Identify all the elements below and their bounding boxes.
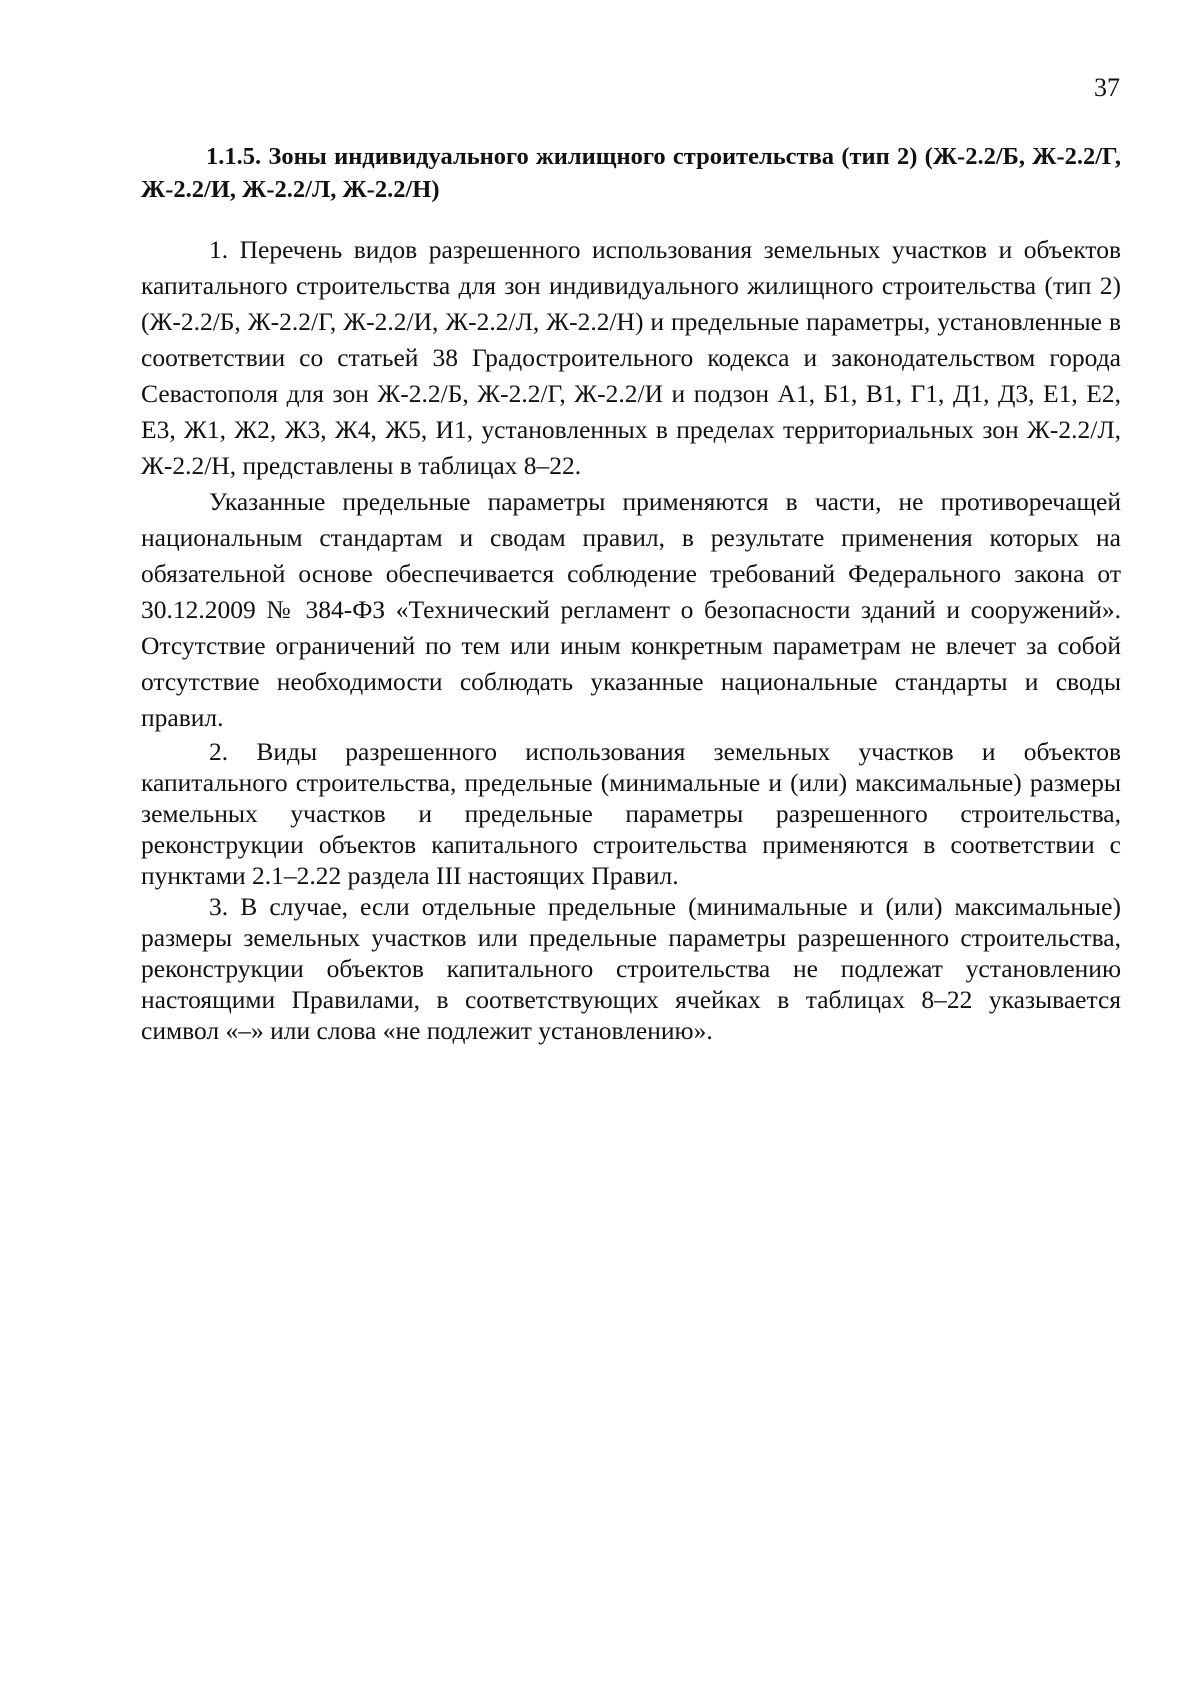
document-body <box>141 140 1121 1046</box>
paragraph-4: 3. В случае, если отдельные предельные (минимальные и (или) максимальные) размеры земельных участков или предельные параметры разрешенного строительства, реконструкции объектов капитального строительства не подлежат установлению настоящими Правилами, в соответствующих ячейках в таблицах 8–22 указывается символ «–» или слова «не подлежит установлению». <box>141 892 1121 1045</box>
paragraph-3: 2. Виды разрешенного использования земельных участков и объектов капитального строительства, предельные (минимальные и (или) максимальные) размеры земельных участков и предельные параметры разрешенного строительства, реконструкции объектов капитального строительства применяются в соответствии с пунктами 2.1–2.22 раздела III настоящих Правил. <box>141 737 1121 890</box>
paragraph-2: Указанные предельные параметры применяются в части, не противоречащей национальным стандартам и сводам правил, в результате применения которых на обязательной основе обеспечивается соблюдение требований Федерального закона от 30.12.2009 № 384-ФЗ «Технический регламент о безопасности зданий и сооружений». Отсутствие ограничений по тем или иным конкретным параметрам не влечет за собой отсутствие необходимости соблюдать указанные национальные стандарты и своды правил. <box>141 487 1121 732</box>
section-heading: 1.1.5. Зоны индивидуального жилищного строительства (тип 2) (Ж-2.2/Б, Ж-2.2/Г, Ж-2.2/И, Ж-2.2/Л, Ж-2.2/Н) <box>141 143 1121 203</box>
page-number: 37 <box>1094 73 1120 102</box>
paragraph-1: 1. Перечень видов разрешенного использования земельных участков и объектов капитального строительства для зон индивидуального жилищного строительства (тип 2) (Ж-2.2/Б, Ж-2.2/Г, Ж-2.2/И, Ж-2.2/Л, Ж-2.2/Н) и предельные параметры, установленные в соответствии со статьей 38 Градостроительного кодекса и законодательством города Севастополя для зон Ж-2.2/Б, Ж-2.2/Г, Ж-2.2/И и подзон А1, Б1, В1, Г1, Д1, Д3, Е1, Е2, Е3, Ж1, Ж2, Ж3, Ж4, Ж5, И1, установленных в пределах территориальных зон Ж-2.2/Л, Ж-2.2/Н, представлены в таблицах 8–22. <box>141 235 1121 480</box>
